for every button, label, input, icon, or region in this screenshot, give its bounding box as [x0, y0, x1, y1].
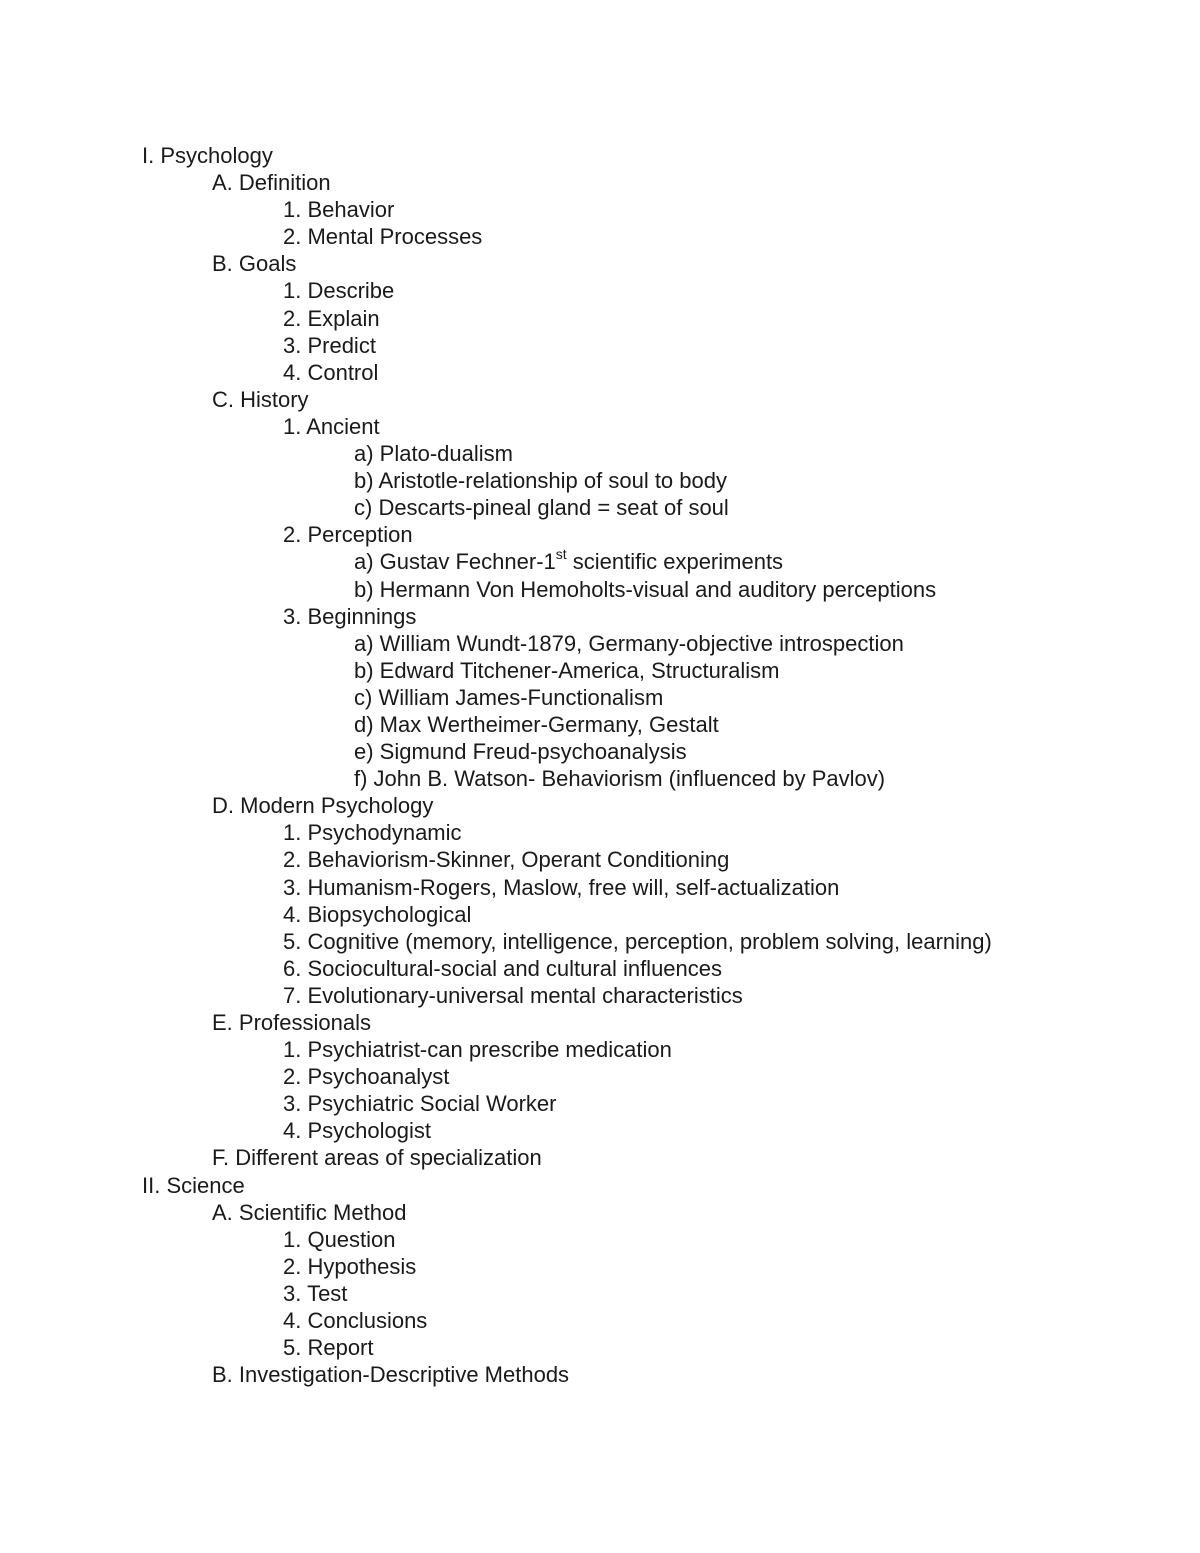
outline-item-level-1 — [0, 250, 1200, 277]
outline-item-text: 4. Psychologist — [283, 1118, 431, 1144]
outline-item-level-3 — [0, 657, 1200, 684]
outline-item-level-1 — [0, 1009, 1200, 1036]
outline-item-level-1 — [0, 169, 1200, 196]
outline-item-level-3 — [0, 548, 1200, 575]
outline-item-level-1 — [0, 1361, 1200, 1388]
outline-item-level-1 — [0, 386, 1200, 413]
outline-item-level-0 — [0, 1172, 1200, 1199]
outline-item-text: a) William Wundt-1879, Germany-objective introspection — [354, 630, 904, 656]
outline-item-text: 1. Psychiatrist-can prescribe medication — [283, 1037, 672, 1063]
outline-item-level-3 — [0, 630, 1200, 657]
outline-item-level-1 — [0, 792, 1200, 819]
outline-item-level-2 — [0, 196, 1200, 223]
outline-item-text: 3. Psychiatric Social Worker — [283, 1091, 557, 1117]
outline-item-level-1 — [0, 1144, 1200, 1171]
outline-item-text: a) Plato-dualism — [354, 441, 513, 467]
outline-item-level-2 — [0, 603, 1200, 630]
outline-item-level-2 — [0, 955, 1200, 982]
outline-item-level-2 — [0, 1253, 1200, 1280]
outline-item-level-2 — [0, 982, 1200, 1009]
outline-item-level-3 — [0, 738, 1200, 765]
outline-item-text: D. Modern Psychology — [212, 793, 434, 819]
outline-item-text: 4. Control — [283, 359, 379, 385]
outline-item-text: E. Professionals — [212, 1010, 371, 1035]
outline-item-level-2 — [0, 1280, 1200, 1307]
outline-item-text: I. Psychology — [142, 143, 273, 168]
outline-item-text: 4. Conclusions — [283, 1308, 428, 1334]
outline-item-text: 2. Perception — [283, 522, 413, 548]
outline-item-level-2 — [0, 1334, 1200, 1361]
outline-item-level-3 — [0, 467, 1200, 494]
outline-item-level-2 — [0, 305, 1200, 332]
outline-item-level-2 — [0, 928, 1200, 955]
outline-item-level-2 — [0, 901, 1200, 928]
outline-item-text: 3. Test — [283, 1280, 348, 1306]
outline-item-text: 5. Report — [283, 1335, 374, 1361]
outline-item-level-3 — [0, 576, 1200, 603]
outline-item-level-2 — [0, 1226, 1200, 1253]
outline-item-text: B. Investigation-Descriptive Methods — [212, 1362, 570, 1388]
outline-item-text: 5. Cognitive (memory, intelligence, perception, problem solving, learning) — [283, 928, 992, 954]
outline-item-text: 7. Evolutionary-universal mental characteristics — [283, 982, 743, 1008]
outline-item-text: b) Hermann Von Hemoholts-visual and auditory perceptions — [354, 576, 937, 602]
outline-item-text: 2. Mental Processes — [283, 224, 483, 250]
outline-item-text: 3. Beginnings — [283, 603, 417, 629]
outline-item-text: 6. Sociocultural-social and cultural influences — [283, 955, 723, 981]
outline-item-level-3 — [0, 440, 1200, 467]
outline-item-level-3 — [0, 684, 1200, 711]
outline-item-text: 2. Explain — [283, 305, 380, 331]
outline-item-level-2 — [0, 846, 1200, 873]
outline-item-text-continued: scientific experiments — [566, 549, 784, 575]
outline-item-text: 3. Humanism-Rogers, Maslow, free will, self-actualization — [283, 874, 840, 900]
outline-item-text: f) John B. Watson- Behaviorism (influenced by Pavlov) — [354, 766, 886, 792]
outline-item-level-2 — [0, 277, 1200, 304]
outline-item-text: e) Sigmund Freud-psychoanalysis — [354, 739, 687, 765]
outline-item-text: B. Goals — [212, 251, 297, 277]
outline-item-text: 1. Question — [283, 1226, 396, 1252]
outline-item-text: b) Edward Titchener-America, Structuralism — [354, 657, 780, 683]
outline-item-level-2 — [0, 413, 1200, 440]
outline-item-level-2 — [0, 1090, 1200, 1117]
outline-item-superscript: st — [555, 546, 567, 563]
outline-item-level-2 — [0, 1063, 1200, 1090]
outline-item-level-2 — [0, 359, 1200, 386]
outline-item-text: 2. Psychoanalyst — [283, 1064, 450, 1090]
outline-item-level-1 — [0, 1199, 1200, 1226]
outline-item-text: F. Different areas of specialization — [212, 1145, 542, 1171]
outline-item-level-2 — [0, 223, 1200, 250]
outline-item-level-3 — [0, 494, 1200, 521]
outline-item-text: 1. Describe — [283, 278, 395, 304]
outline-item-text: A. Definition — [212, 170, 331, 196]
outline-item-level-2 — [0, 874, 1200, 901]
outline-list — [0, 142, 1200, 1388]
outline-item-text: a) Gustav Fechner-1 — [354, 549, 556, 575]
outline-item-level-2 — [0, 521, 1200, 548]
outline-item-text: c) William James-Functionalism — [354, 684, 664, 710]
outline-item-level-3 — [0, 765, 1200, 792]
outline-item-text: C. History — [212, 386, 309, 412]
outline-item-text: d) Max Wertheimer-Germany, Gestalt — [354, 711, 719, 737]
outline-item-level-3 — [0, 711, 1200, 738]
outline-item-level-2 — [0, 819, 1200, 846]
outline-item-level-2 — [0, 1117, 1200, 1144]
outline-item-level-2 — [0, 1036, 1200, 1063]
outline-item-text: A. Scientific Method — [212, 1199, 407, 1225]
outline-item-text: 1. Psychodynamic — [283, 820, 462, 846]
outline-item-text: II. Science — [142, 1172, 245, 1198]
outline-item-text: 1. Behavior — [283, 197, 395, 223]
outline-item-text: 4. Biopsychological — [283, 901, 472, 927]
outline-item-text: c) Descarts-pineal gland = seat of soul — [354, 495, 729, 521]
outline-item-text: 2. Hypothesis — [283, 1253, 417, 1279]
outline-item-text: 1. Ancient — [283, 413, 380, 439]
outline-item-text: 3. Predict — [283, 332, 376, 358]
outline-item-level-2 — [0, 1307, 1200, 1334]
outline-item-text: 2. Behaviorism-Skinner, Operant Conditioning — [283, 847, 730, 873]
outline-item-level-2 — [0, 332, 1200, 359]
outline-item-text: b) Aristotle-relationship of soul to body — [354, 468, 727, 494]
outline-item-level-0 — [0, 142, 1200, 169]
